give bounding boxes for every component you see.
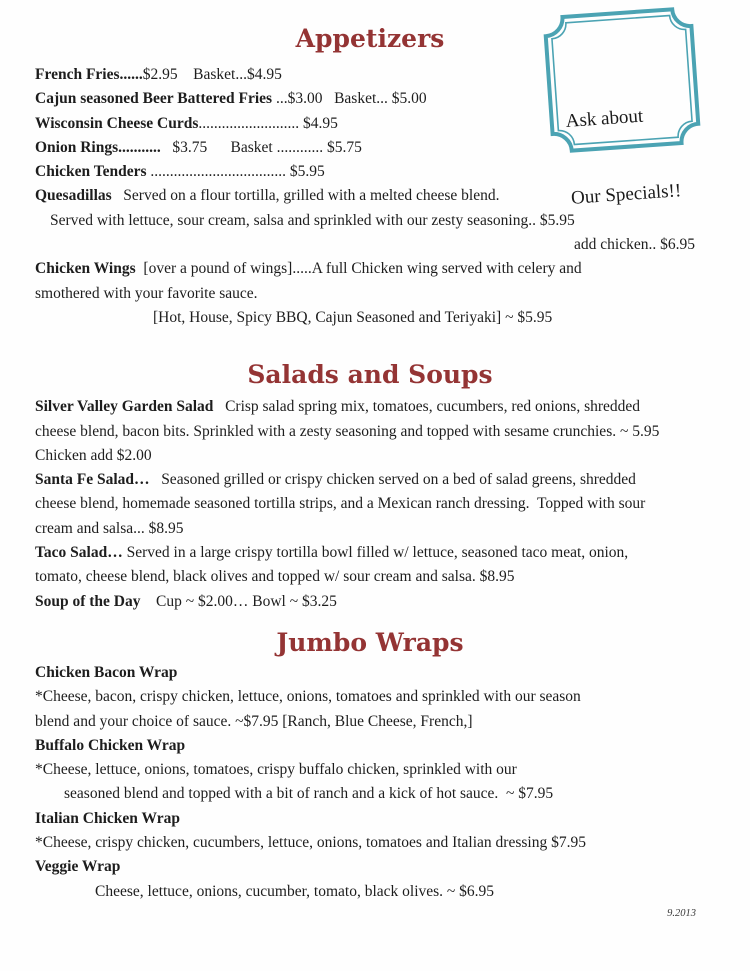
menu-line	[35, 87, 705, 111]
menu-item-text: cheese blend, bacon bits. Sprinkled with a zesty seasoning and topped with sesame crunchies. ~ 5.95	[35, 422, 660, 440]
menu-item-text: [Hot, House, Spicy BBQ, Cajun Seasoned and Teriyaki] ~ $5.95	[153, 308, 553, 326]
menu-line	[35, 184, 705, 208]
menu-item-text: *Cheese, bacon, crispy chicken, lettuce, onions, tomatoes and sprinkled with our season	[35, 688, 581, 706]
menu-line	[35, 880, 705, 904]
menu-item-text: Served with lettuce, sour cream, salsa and sprinkled with our zesty seasoning.. $5.95	[50, 211, 575, 229]
menu-item-text: cream and salsa... $8.95	[35, 519, 184, 537]
menu-line	[35, 685, 705, 709]
menu-item-text: ................................... $5.95	[146, 163, 325, 181]
menu-line	[35, 541, 705, 565]
menu-item-name: Taco Salad…	[35, 544, 123, 562]
specials-line-1: Ask about	[565, 105, 644, 132]
menu-item-name: Soup of the Day	[35, 592, 141, 610]
menu-line	[35, 136, 705, 160]
section-title: Appetizers	[295, 24, 445, 53]
menu-line	[35, 395, 705, 419]
menu-line	[35, 758, 705, 782]
menu-item-name: Cajun seasoned Beer Battered Fries	[35, 90, 273, 108]
menu-line	[35, 807, 705, 831]
menu-line	[35, 282, 705, 306]
menu-line	[35, 233, 705, 257]
menu-item-text: *Cheese, crispy chicken, cucumbers, lettuce, onions, tomatoes and Italian dressing $7.95	[35, 834, 586, 852]
menu-item-text: ...$3.00 Basket... $5.00	[272, 90, 427, 108]
menu-item-text: Served in a large crispy tortilla bowl filled w/ lettuce, seasoned taco meat, onion,	[122, 544, 629, 562]
menu-line	[35, 492, 705, 516]
menu-line	[35, 112, 705, 136]
menu-item-text: [over a pound of wings].....A full Chicken wing served with celery and	[135, 260, 582, 278]
menu-line	[35, 565, 705, 589]
menu-item-text: seasoned blend and topped with a bit of ranch and a kick of hot sauce. ~ $7.95	[64, 785, 554, 803]
menu-item-text: smothered with your favorite sauce.	[35, 284, 258, 302]
menu-line	[35, 734, 705, 758]
menu-item-text: Seasoned grilled or crispy chicken served on a bed of salad greens, shredded	[149, 471, 636, 489]
menu-line	[35, 855, 705, 879]
menu-line	[35, 306, 705, 330]
menu-item-text: Chicken add $2.00	[35, 446, 152, 464]
menu-line	[35, 444, 705, 468]
menu-line	[35, 209, 705, 233]
menu-sections	[0, 24, 750, 904]
menu-item-name: Quesadillas	[35, 187, 112, 205]
menu-item-text: Cup ~ $2.00… Bowl ~ $3.25	[140, 592, 337, 610]
section-title: Salads and Soups	[247, 360, 493, 390]
menu-item-text: *Cheese, lettuce, onions, tomatoes, crispy buffalo chicken, sprinkled with our	[35, 761, 517, 779]
menu-line	[35, 831, 705, 855]
menu-item-name: Chicken Bacon Wrap	[35, 663, 178, 681]
menu-item-name: Wisconsin Cheese Curds	[35, 114, 199, 132]
menu-item-text: $3.75 Basket ............ $5.75	[160, 138, 362, 156]
menu-item-text: cheese blend, homemade seasoned tortilla strips, and a Mexican ranch dressing. Topped with sour	[35, 495, 646, 513]
menu-item-text: .......................... $4.95	[198, 114, 338, 132]
specials-line-2: Our Specials!!	[570, 179, 682, 209]
watermark-text: menupix	[506, 862, 638, 899]
menu-line	[35, 590, 705, 614]
menu-item-name: Santa Fe Salad…	[35, 471, 150, 489]
menu-item-text: Served on a flour tortilla, grilled with a melted cheese blend.	[111, 187, 500, 205]
menu-item-text: Crisp salad spring mix, tomatoes, cucumbers, red onions, shredded	[213, 398, 641, 416]
menu-item-name: Italian Chicken Wrap	[35, 809, 180, 827]
section-title: Jumbo Wraps	[276, 627, 464, 657]
menu-item-name: Onion Rings...........	[35, 138, 161, 156]
menu-line	[35, 160, 705, 184]
menu-item-name: Silver Valley Garden Salad	[35, 398, 214, 416]
menu-line	[35, 468, 705, 492]
menu-line	[35, 782, 705, 806]
menu-line	[35, 257, 705, 281]
menu-item-name: Chicken Wings	[35, 260, 136, 278]
menu-item-text: tomato, cheese blend, black olives and topped w/ sour cream and salsa. $8.95	[35, 568, 515, 586]
menu-line	[35, 661, 705, 685]
menu-item-name: Veggie Wrap	[35, 858, 121, 876]
menu-item-text: $2.95 Basket...$4.95	[142, 66, 282, 83]
menu-line	[35, 710, 705, 734]
menu-item-name: Chicken Tenders	[35, 163, 147, 181]
menu-item-text: blend and your choice of sauce. ~$7.95 [Ranch, Blue Cheese, French,]	[35, 712, 473, 730]
menu-item-text: Cheese, lettuce, onions, cucumber, tomato, black olives. ~ $6.95	[95, 882, 495, 900]
menu-item-text: add chicken.. $6.95	[574, 236, 695, 254]
menu-line	[35, 517, 705, 541]
menu-item-name: Buffalo Chicken Wrap	[35, 736, 186, 754]
menu-line	[35, 420, 705, 444]
footer-version: 9.2013	[667, 908, 696, 919]
menu-item-name: French Fries......	[35, 66, 143, 83]
menu-line	[35, 63, 705, 87]
